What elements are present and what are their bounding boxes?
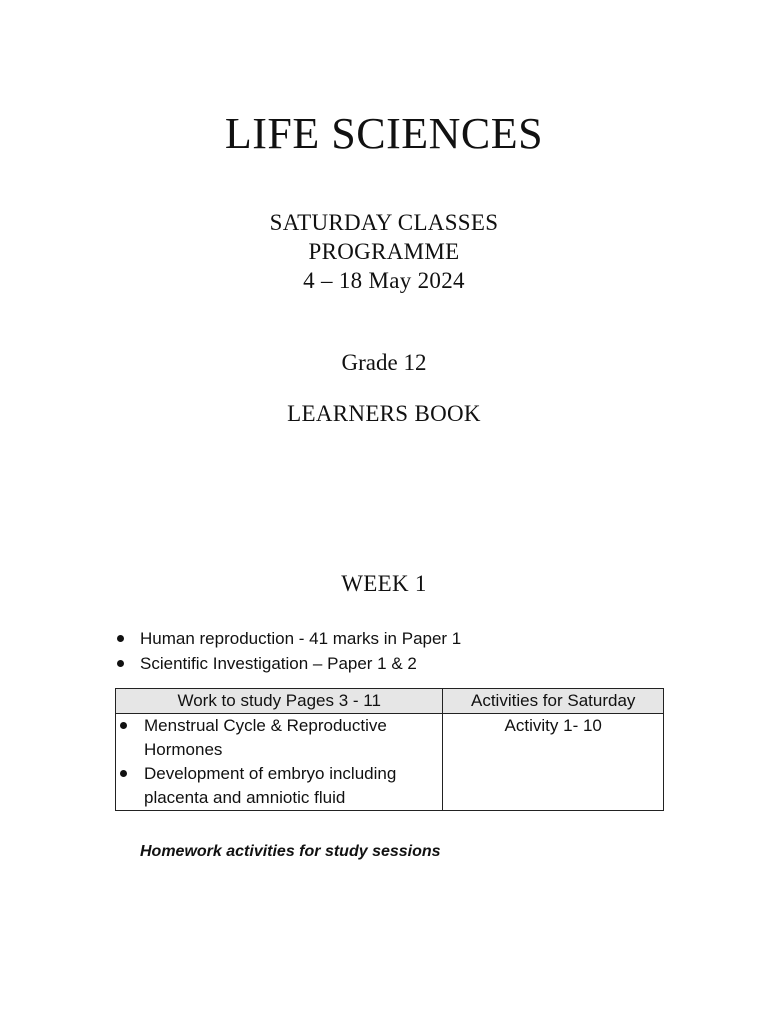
work-item: Development of embryo including placenta and amniotic fluid xyxy=(116,762,442,810)
book-label: LEARNERS BOOK xyxy=(287,401,481,426)
topic-list xyxy=(116,626,461,676)
table-header-row xyxy=(116,689,664,714)
subtitle-line-dates: 4 – 18 May 2024 xyxy=(303,268,465,293)
activities-cell xyxy=(443,714,664,811)
header-work-to-study: Work to study Pages 3 - 11 xyxy=(116,689,443,714)
programme-subtitle xyxy=(0,208,768,295)
work-list xyxy=(116,714,442,810)
topic-item: Scientific Investigation – Paper 1 & 2 xyxy=(116,651,461,676)
homework-note: Homework activities for study sessions xyxy=(140,843,441,860)
topic-item: Human reproduction - 41 marks in Paper 1 xyxy=(116,626,461,651)
header-activities: Activities for Saturday xyxy=(443,689,664,714)
subtitle-line-programme: PROGRAMME xyxy=(308,239,460,264)
week-heading: WEEK 1 xyxy=(341,571,427,596)
document-title: LIFE SCIENCES xyxy=(224,109,544,158)
grade-label: Grade 12 xyxy=(341,350,427,375)
subtitle-line-classes: SATURDAY CLASSES xyxy=(269,210,499,235)
work-item: Menstrual Cycle & Reproductive Hormones xyxy=(116,714,442,762)
activity-range: Activity 1- 10 xyxy=(504,716,602,735)
work-cell xyxy=(116,714,443,811)
study-schedule-table xyxy=(115,688,664,811)
table-row xyxy=(116,714,664,811)
